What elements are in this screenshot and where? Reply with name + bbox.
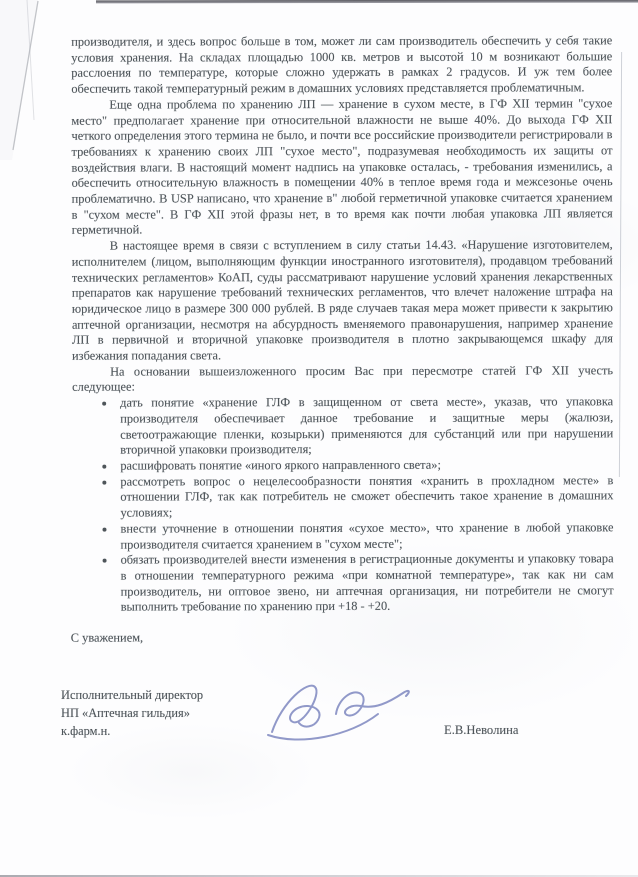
list-item: • внести уточнение в отношении понятия «сухое место», что хранение в любой упаковке производителя считается хранением в "сухом месте"; [116, 520, 613, 553]
signer-name: Е.В.Неволина [444, 723, 519, 737]
paragraph-dry-place: Еще одна проблема по хранению ЛП — хранение в сухом месте, в ГФ XII термин "сухое место" предполагает хранение при относительной влажности не выше 40%. До выхода ГФ XII четкого определения этого термина не было, и почти все российские производители регистрировали в требованиях к хранению своих ЛП "сухое место", подразумевая необходимость их защиты от воздействия влаги. В настоящий момент надпись на упаковке осталась, - требования изменились, а обеспечить относительную влажность в помещении 40% в теплое время года и межсезонье очень проблематично. В USP написано, что хранение в" любой герметичной упаковке считается хранением в "сухом месте". В ГФ XII этой фразы нет, в то время как почти любая упаковка ЛП является герметичной. [71, 96, 613, 238]
paragraph-storage-conditions: производителя, и здесь вопрос больше в том, может ли сам производитель обеспечить у себя такие условия хранения. На складах площадью 1000 кв. метров и высотой 10 м возникают большие расслоения по температуре, которые сложно удержать в рамках 2 градусов. И уж тем более обеспечить такой температурный режим в домашних условиях представляется проблематичным. [71, 33, 613, 96]
list-item: • дать понятие «хранение ГЛФ в защищенном от света месте», указав, что упаковка производителя обеспечивает данное требование и защитные меры (жалюзи, светоотражающие пленки, козырьки) применяются для субстанций или при нарушении вторичной упаковки производителя; [116, 394, 613, 458]
list-item: • расшифровать понятие «иного яркого направленного света»; [116, 457, 613, 474]
handwritten-signature-icon [258, 672, 428, 752]
signer-organization: НП «Аптечная гильдия» [61, 706, 190, 720]
signer-title: Исполнительный директор [61, 688, 204, 702]
request-list [72, 394, 614, 615]
signer-degree: к.фарм.н. [61, 724, 111, 738]
paragraph-koap-article: В настоящее время в связи с вступлением в силу статьи 14.43. «Нарушение изготовителем, исполнителем (лицом, выполняющим функции иностранного изготовителя), продавцом требований технических регламентов» КоАП, суды рассматривают нарушение условий хранения лекарственных препаратов как нарушение требований технических регламентов, что влечет наложение штрафа на юридическое лицо в размере 300 000 рублей. В ряде случаев такая мера может привести к закрытию аптечной организации, несмотря на абсурдность вменяемого правонарушения, например хранение ЛП в первичной и вторичной упаковке производителя в плотно закрывающемся шкафу для избежания попадания света. [71, 237, 614, 363]
list-item: • рассмотреть вопрос о нецелесообразности понятия «хранить в прохладном месте» в отношении ГЛФ, так как потребитель не сможет обеспечить такое хранение в домашних условиях; [116, 473, 613, 521]
closing-salutation: С уважением, [70, 630, 144, 645]
signer-details [61, 686, 203, 740]
letter-body [71, 33, 614, 646]
page-corner-fold [0, 0, 60, 170]
scan-top-edge [96, 0, 638, 3]
page-right-edge [619, 52, 622, 477]
list-item: • обязать производителей внести изменения в регистрационные документы и упаковку товара в отношении температурного режима «при комнатной температуре», так как ни сам производитель, ни оптовое звено, ни аптечная организация, ни потребители не смогут выполнить требование по хранению при +18 - +20. [117, 551, 614, 615]
paragraph-request-intro: На основании вышеизложенного просим Вас при пересмотре статей ГФ XII учесть следующее: [72, 363, 614, 395]
